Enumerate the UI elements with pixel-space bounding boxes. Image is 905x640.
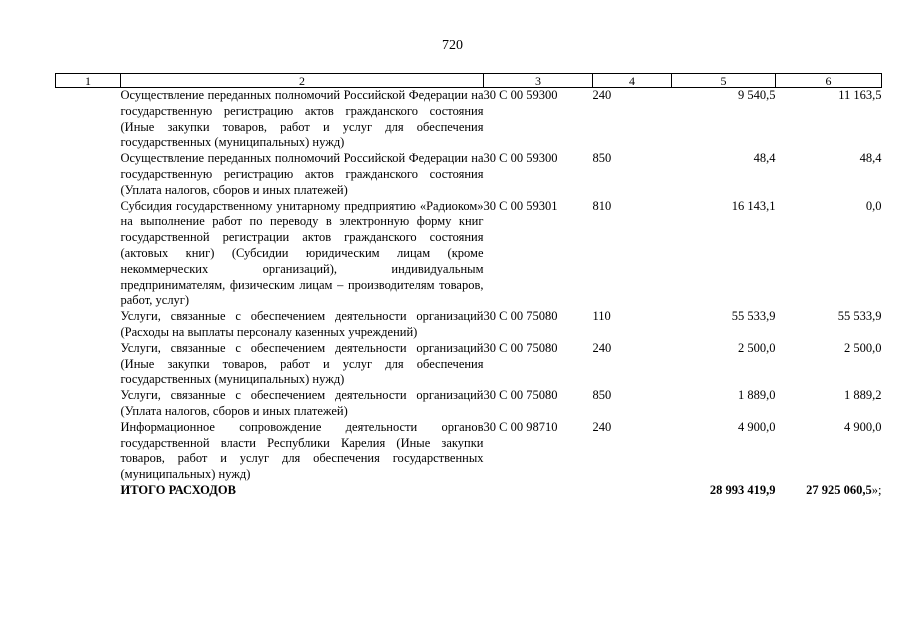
total-year-2: 27 925 060,5 — [806, 482, 872, 497]
expense-type-code: 240 — [592, 340, 612, 355]
table-row — [56, 199, 882, 310]
expense-type-code: 240 — [592, 419, 612, 434]
amount-year-1: 4 900,0 — [738, 419, 776, 434]
expense-name: Услуги, связанные с обеспечением деятельности организаций (Иные закупки товаров, работ и услуг для обеспечения государственных (муниципальных) нужд) — [120, 340, 484, 387]
amount-year-2: 1 889,2 — [844, 388, 882, 403]
table-row — [56, 420, 882, 483]
expense-name: Осуществление переданных полномочий Российской Федерации на государственную регистрацию актов гражданского состояния (Уплата налогов, сборов и иных платежей) — [120, 151, 484, 197]
column-number-header: 6 — [776, 74, 882, 88]
amount-year-1: 2 500,0 — [738, 340, 776, 355]
expense-type-code: 810 — [592, 198, 612, 213]
row-empty-cell — [56, 483, 121, 499]
table-row — [56, 388, 882, 420]
amount-year-2: 48,4 — [859, 151, 882, 166]
column-number-header: 2 — [121, 74, 484, 88]
amount-year-2: 11 163,5 — [838, 88, 882, 102]
amount-year-2: 4 900,0 — [844, 419, 882, 434]
expense-name: Осуществление переданных полномочий Российской Федерации на государственную регистрацию актов гражданского состояния (Иные закупки товаров, работ и услуг для обеспечения государственных (муниципальных) нужд) — [120, 88, 484, 150]
amount-year-1: 16 143,1 — [731, 198, 776, 213]
expense-name: Информационное сопровождение деятельности органов государственной власти Республики Карелия (Иные закупки товаров, работ и услуг для обеспечения государственных (муниципальных) нужд) — [120, 419, 484, 482]
amount-year-1: 1 889,0 — [738, 388, 776, 403]
table-row — [56, 151, 882, 198]
budget-table — [55, 73, 882, 499]
row-empty-cell — [56, 341, 121, 388]
row-empty-cell — [484, 483, 593, 499]
row-empty-cell — [56, 388, 121, 420]
column-number-header: 3 — [484, 74, 593, 88]
expense-name: Субсидия государственному унитарному предприятию «Радиоком» на выполнение работ по переводу в электронную форму книг государственной регистрации актов гражданского состояния (актовых книг) (Субсидии юридическим лицам (кроме некоммерческих организаций), индивидуальным предпринимателям, физическим лицам – производителям товаров, работ, услуг) — [120, 198, 484, 308]
target-article-code: 30 С 00 75080 — [483, 340, 558, 355]
closing-quote-suffix: »; — [871, 482, 882, 497]
table-row — [56, 309, 882, 341]
expense-type-code: 850 — [592, 151, 612, 166]
page-number: 720 — [442, 38, 463, 53]
target-article-code: 30 С 00 59300 — [483, 88, 558, 102]
amount-year-1: 9 540,5 — [738, 88, 776, 102]
total-year-1: 28 993 419,9 — [709, 482, 776, 497]
row-empty-cell — [56, 199, 121, 310]
expense-name: Услуги, связанные с обеспечением деятельности организаций (Уплата налогов, сборов и иных платежей) — [120, 388, 484, 418]
table-row — [56, 88, 882, 152]
total-row — [56, 483, 882, 499]
column-number-row — [56, 74, 882, 88]
expense-type-code: 110 — [592, 309, 611, 324]
total-year-2-cell — [776, 483, 882, 499]
expense-type-code: 850 — [592, 388, 612, 403]
amount-year-1: 48,4 — [753, 151, 776, 166]
expense-name: Услуги, связанные с обеспечением деятельности организаций (Расходы на выплаты персоналу казенных учреждений) — [120, 309, 484, 339]
amount-year-2: 2 500,0 — [844, 340, 882, 355]
expense-type-code: 240 — [592, 88, 612, 102]
row-empty-cell — [56, 420, 121, 483]
row-empty-cell — [56, 88, 121, 152]
target-article-code: 30 С 00 98710 — [483, 419, 558, 434]
column-number-header: 1 — [56, 74, 121, 88]
row-empty-cell — [56, 151, 121, 198]
target-article-code: 30 С 00 75080 — [483, 309, 558, 324]
row-empty-cell — [593, 483, 672, 499]
amount-year-2: 0,0 — [865, 198, 882, 213]
column-number-header: 4 — [593, 74, 672, 88]
table-row — [56, 341, 882, 388]
amount-year-2: 55 533,9 — [837, 309, 882, 324]
target-article-code: 30 С 00 75080 — [483, 388, 558, 403]
target-article-code: 30 С 00 59301 — [483, 198, 558, 213]
total-label: ИТОГО РАСХОДОВ — [120, 482, 236, 497]
column-number-header: 5 — [672, 74, 776, 88]
amount-year-1: 55 533,9 — [731, 309, 776, 324]
target-article-code: 30 С 00 59300 — [483, 151, 558, 166]
row-empty-cell — [56, 309, 121, 341]
